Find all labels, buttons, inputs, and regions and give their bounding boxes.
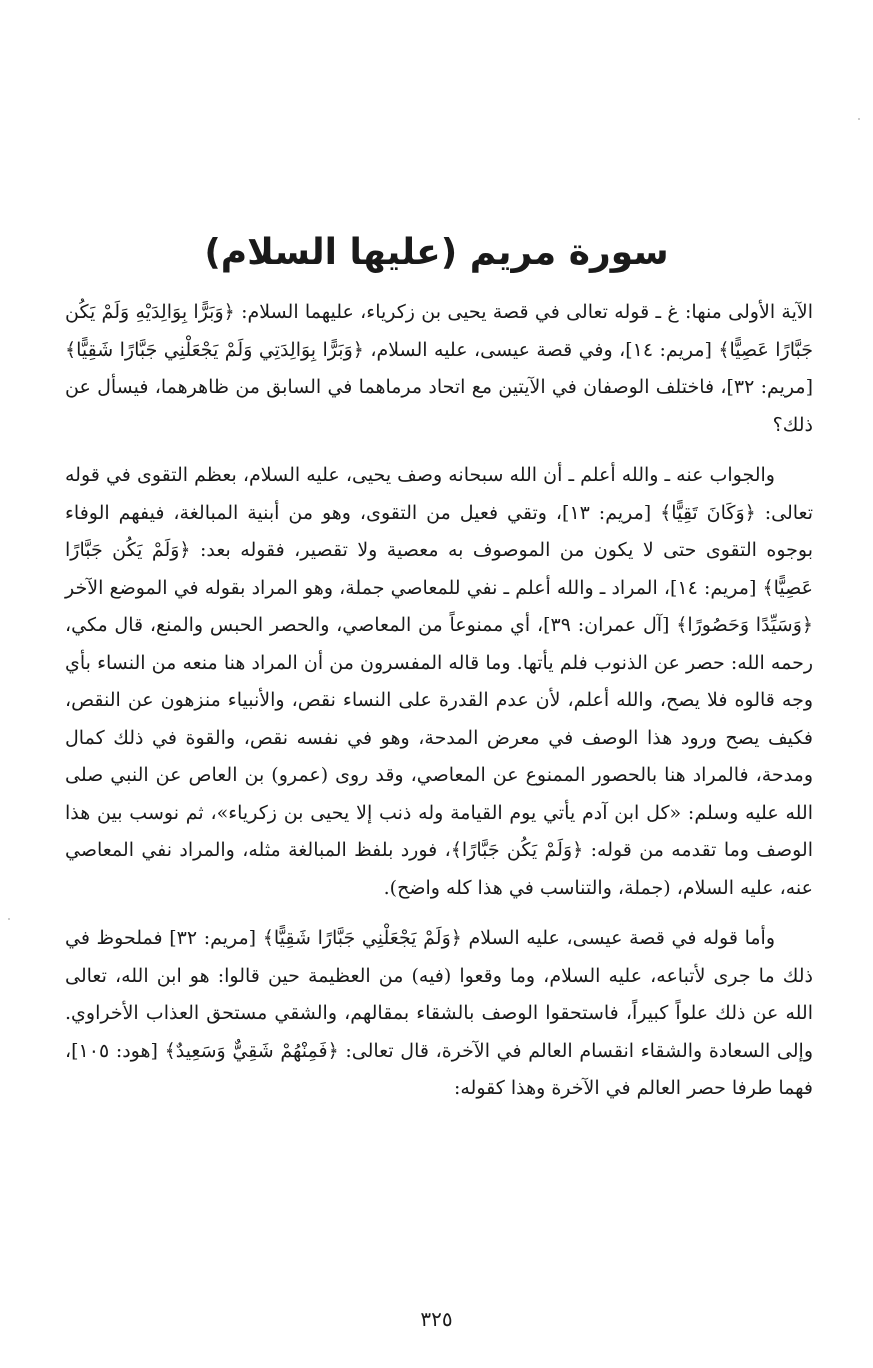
scan-speck — [8, 918, 10, 920]
paragraph-question: الآية الأولى منها: غ ـ قوله تعالى في قصة يحيى بن زكرياء، عليهما السلام: ﴿وَبَرًّا بِوَالِدَيْهِ وَلَمْ يَكُن جَبَّارًا عَصِيًّا﴾ [مريم: ١٤]، وفي قصة عيسى، عليه السلام، ﴿وَبَرًّا بِوَالِدَتِي وَلَمْ يَجْعَلْنِي جَبَّارًا شَقِيًّا﴾ [مريم: ٣٢]، فاختلف الوصفان في الآيتين مع اتحاد مرماهما في السابق من ظاهرهما، فيسأل عن ذلك؟ — [65, 301, 813, 436]
paragraph-isa: وأما قوله في قصة عيسى، عليه السلام ﴿وَلَمْ يَجْعَلْنِي جَبَّارًا شَقِيًّا﴾ [مريم: ٣٢] فملحوظ في ذلك ما جرى لأتباعه، عليه السلام، وما وقعوا (فيه) من العظيمة حين قالوا: هو ابن الله، تعالى الله عن ذلك علواً كبيراً، فاستحقوا الوصف بالشقاء بمقالهم، والشقي مستحق العذاب الأخراوي. وإلى السعادة والشقاء انقسام العالم في الآخرة، قال تعالى: ﴿فَمِنْهُمْ شَقِيٌّ وَسَعِيدٌ﴾ [هود: ١٠٥]، فهما طرفا حصر العالم في الآخرة وهذا كقوله: — [65, 927, 813, 1099]
scan-speck — [858, 118, 860, 120]
surah-title: سورة مريم (عليها السلام) — [204, 232, 669, 274]
paragraph-answer: والجواب عنه ـ والله أعلم ـ أن الله سبحانه وصف يحيى، عليه السلام، بعظم التقوى في قوله تعالى: ﴿وَكَانَ تَقِيًّا﴾ [مريم: ١٣]، وتقي فعيل من التقوى، وهو من أبنية المبالغة، فيفهم الوفاء بوجوه التقوى حتى لا يكون من الموصوف به معصية ولا تقصير، فقوله بعد: ﴿وَلَمْ يَكُن جَبَّارًا عَصِيًّا﴾ [مريم: ١٤]، المراد ـ والله أعلم ـ نفي للمعاصي جملة، وهو المراد بقوله في الموضع الآخر ﴿وَسَيِّدًا وَحَصُورًا﴾ [آل عمران: ٣٩]، أي ممنوعاً من المعاصي، والحصر الحبس والمنع، قال مكي، رحمه الله: حصر عن الذنوب فلم يأتها. وما قاله المفسرون من أن المراد هنا منعه من النساء بأي وجه قالوه فلا يصح، والله أعلم، لأن عدم القدرة على النساء نقص، والأنبياء منزهون عن النقص، فكيف يصح ورود هذا الوصف في معرض المدحة، وهو في نفسه نقص، والقوة في ذلك كمال ومدحة، فالمراد هنا بالحصور الممنوع عن المعاصي، وقد روى (عمرو) بن العاص عن النبي صلى الله عليه وسلم: «كل ابن آدم يأتي يوم القيامة وله ذنب إلا يحيى بن زكرياء»، ثم نوسب بين هذا الوصف وما تقدمه من قوله: ﴿وَلَمْ يَكُن جَبَّارًا﴾، فورد بلفظ المبالغة مثله، والمراد نفي المعاصي عنه، عليه السلام، (جملة، والتناسب في هذا كله واضح). — [65, 464, 813, 899]
page-number: ٣٢٥ — [420, 1307, 453, 1331]
page-body-text — [65, 294, 813, 1108]
